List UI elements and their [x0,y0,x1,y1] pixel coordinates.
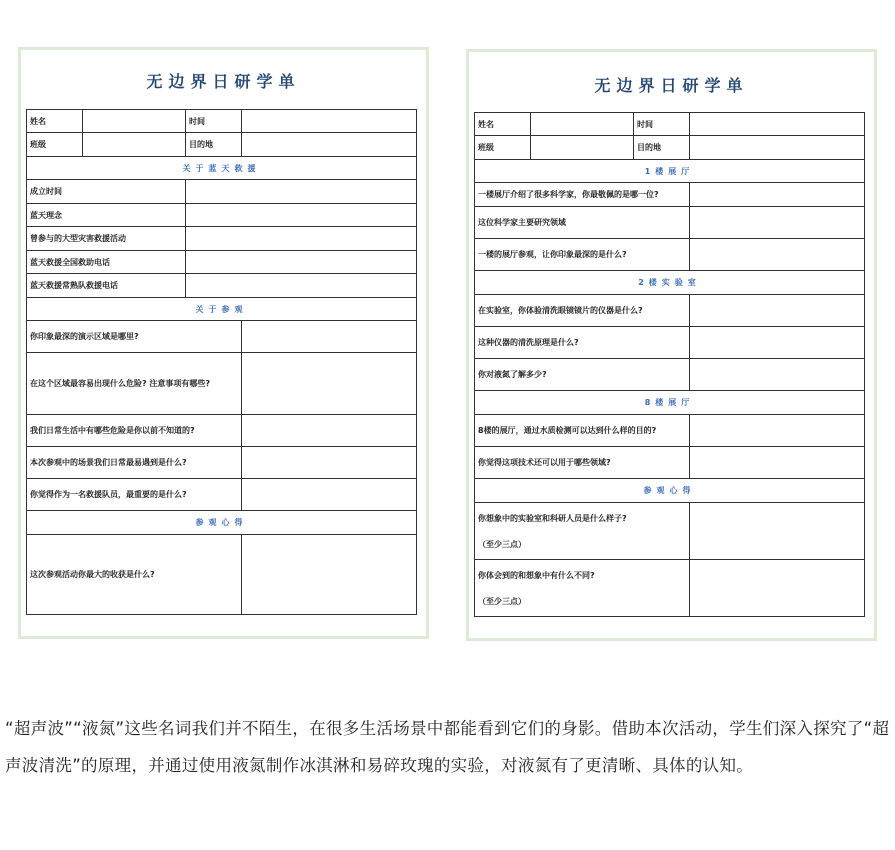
answer-field[interactable] [690,239,865,271]
section-title: 参观心得 [475,479,865,503]
destination-label: 目的地 [186,133,242,157]
table-row [27,251,417,274]
question-label: 成立时间 [27,180,186,204]
answer-field[interactable] [690,295,865,327]
section-title: 关于参观 [27,298,417,321]
time-label: 时间 [186,110,242,133]
question-label: 蓝天理念 [27,204,186,227]
answer-field[interactable] [242,353,417,415]
table-row [475,295,865,327]
section-header-row [475,479,865,503]
class-label: 班级 [475,136,531,160]
answer-field[interactable] [186,204,417,227]
sheet-title: 无边界日研学单 [594,76,749,95]
destination-label: 目的地 [634,136,690,160]
section-header-row [475,271,865,295]
section-title: 8楼展厅 [475,391,865,415]
study-form-table [26,109,417,615]
table-row [27,321,417,353]
table-row [27,204,417,227]
section-header-row [475,160,865,183]
question-label: 在这个区域最容易出现什么危险? 注意事项有哪些? [27,353,242,415]
answer-field[interactable] [242,479,417,511]
answer-field[interactable] [690,327,865,359]
article-paragraph: “超声波”“液氮”这些名词我们并不陌生，在很多生活场景中都能看到它们的身影。借助本次活动，学生们深入探究了“超声波清洗”的原理，并通过使用液氮制作冰淇淋和易碎玫瑰的实验，对液氮有了更清晰、具体的认知。 [5,719,890,775]
answer-field[interactable] [690,207,865,239]
table-row [27,274,417,298]
time-field[interactable] [690,113,865,136]
answer-field[interactable] [186,274,417,298]
answer-field[interactable] [242,415,417,447]
answer-field[interactable] [242,447,417,479]
table-row [475,113,865,136]
table-row [27,415,417,447]
question-note: （至少三点） [478,539,526,549]
question-label: 你想象中的实验室和科研人员是什么样子? [478,513,627,523]
table-row [475,136,865,160]
table-row [475,359,865,391]
name-field[interactable] [531,113,634,136]
answer-field[interactable] [186,227,417,251]
section-title: 关于蓝天救援 [27,157,417,180]
question-label: 你觉得这项技术还可以用于哪些领域? [475,447,690,479]
destination-field[interactable] [690,136,865,160]
section-header-row [475,391,865,415]
question-label: 这种仪器的清洗原理是什么? [475,327,690,359]
question-label: 在实验室，你体验清洗眼镜镜片的仪器是什么? [475,295,690,327]
table-row [475,415,865,447]
table-row [27,227,417,251]
table-row [475,327,865,359]
section-title: 2楼实验室 [475,271,865,295]
table-row [475,503,865,560]
answer-field[interactable] [242,535,417,615]
table-row [27,535,417,615]
table-row [27,133,417,157]
section-title: 1楼展厅 [475,160,865,183]
answer-field[interactable] [690,560,865,617]
question-label: 一楼展厅介绍了很多科学家，你最敬佩的是哪一位? [475,183,690,207]
study-form-table [474,112,865,617]
table-row [27,353,417,415]
table-row [475,560,865,617]
study-sheet-science-museum [466,49,877,641]
question-label: 本次参观中的场景我们日常最易遇到是什么? [27,447,242,479]
question-label: 我们日常生活中有哪些危险是你以前不知道的? [27,415,242,447]
question-cell [475,560,690,617]
question-label: 蓝天救援全国救助电话 [27,251,186,274]
table-row [27,479,417,511]
answer-field[interactable] [242,321,417,353]
name-label: 姓名 [27,110,83,133]
question-note: （至少三点） [478,596,526,606]
question-label: 你对液氮了解多少? [475,359,690,391]
sheet-title: 无边界日研学单 [146,72,301,91]
table-row [475,183,865,207]
answer-field[interactable] [186,180,417,204]
destination-field[interactable] [242,133,417,157]
class-label: 班级 [27,133,83,157]
time-label: 时间 [634,113,690,136]
question-cell [475,503,690,560]
question-label: 8楼的展厅，通过水质检测可以达到什么样的目的? [475,415,690,447]
table-row [27,180,417,204]
question-label: 蓝天救援常熟队救援电话 [27,274,186,298]
question-label: 这位科学家主要研究领域 [475,207,690,239]
question-label: 曾参与的大型灾害救援活动 [27,227,186,251]
answer-field[interactable] [690,183,865,207]
table-row [27,110,417,133]
name-field[interactable] [83,110,186,133]
question-label: 这次参观活动你最大的收获是什么? [27,535,242,615]
class-field[interactable] [83,133,186,157]
table-row [475,447,865,479]
question-label: 你觉得作为一名救援队员，最重要的是什么? [27,479,242,511]
question-label: 你印象最深的演示区域是哪里? [27,321,242,353]
class-field[interactable] [531,136,634,160]
answer-field[interactable] [690,503,865,560]
answer-field[interactable] [690,415,865,447]
name-label: 姓名 [475,113,531,136]
section-header-row [27,157,417,180]
answer-field[interactable] [186,251,417,274]
table-row [475,207,865,239]
table-row [27,447,417,479]
question-label: 一楼的展厅参观，让你印象最深的是什么? [475,239,690,271]
section-title: 参观心得 [27,511,417,535]
section-header-row [27,511,417,535]
study-sheet-blue-sky-rescue [18,47,429,639]
time-field[interactable] [242,110,417,133]
table-row [475,239,865,271]
answer-field[interactable] [690,447,865,479]
answer-field[interactable] [690,359,865,391]
section-header-row [27,298,417,321]
question-label: 你体会到的和想象中有什么不同? [478,570,595,580]
